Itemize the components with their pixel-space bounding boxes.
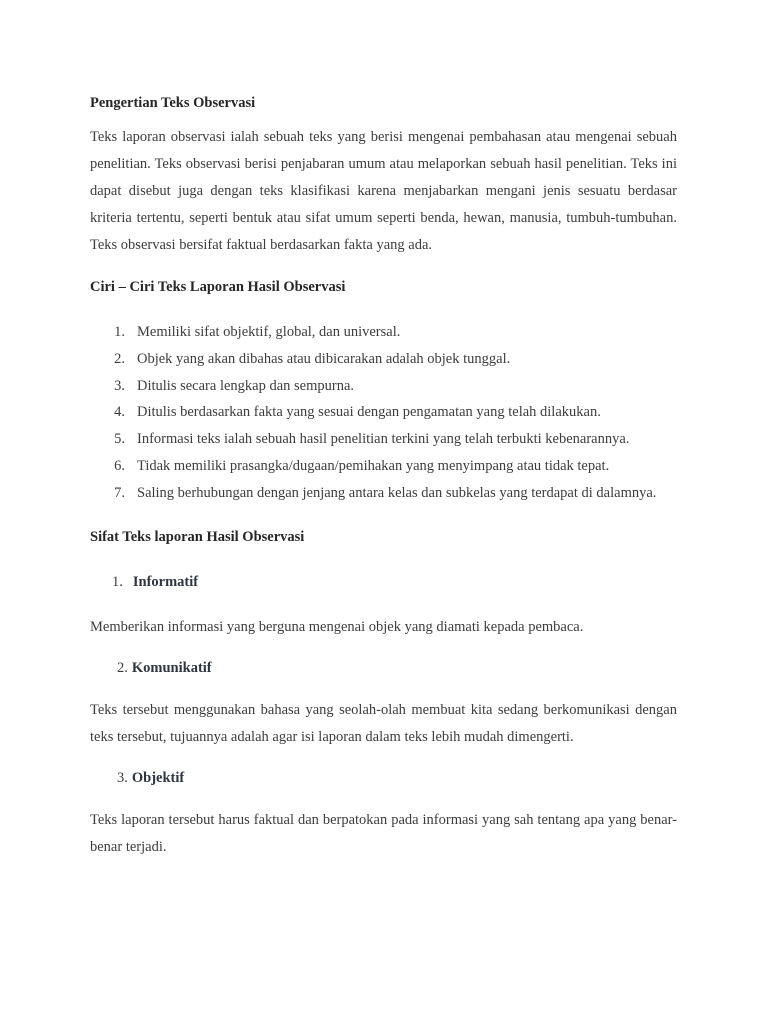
paragraph-komunikatif: Teks tersebut menggunakan bahasa yang seolah-olah membuat kita sedang berkomunikasi dengan teks tersebut, tujuannya adalah agar isi laporan dalam teks lebih mudah dimengerti. (90, 702, 677, 745)
list-item-text: Ditulis secara lengkap dan sempurna. (137, 377, 355, 394)
list-item (90, 426, 678, 453)
paragraph-informatif: Memberikan informasi yang berguna mengenai objek yang diamati kepada pembaca. (90, 619, 584, 635)
list-item-text: Tidak memiliki prasangka/dugaan/pemihakan yang menyimpang atau tidak tepat. (137, 457, 610, 474)
list-item-number: 7. (114, 484, 125, 501)
list-item-text: Ditulis berdasarkan fakta yang sesuai dengan pengamatan yang telah dilakukan. (137, 404, 601, 421)
sifat-item-title: Informatif (132, 574, 199, 590)
sifat-item-number: 2. (117, 660, 128, 676)
paragraph-objektif: Teks laporan tersebut harus faktual dan berpatokan pada informasi yang sah tentang apa yang benar-benar terjadi. (90, 812, 677, 855)
sifat-item-heading (112, 574, 198, 591)
list-item-number: 4. (114, 404, 125, 421)
paragraph-pengertian: Teks laporan observasi ialah sebuah teks yang berisi mengenai pembahasan atau mengenai sebuah penelitian. Teks observasi berisi penjabaran umum atau melaporkan sebuah hasil penelitian. Teks ini dapat disebut juga dengan teks klasifikasi karena menjabarkan mengani jenis sesuatu berdasar kriteria tertentu, seperti bentuk atau sifat umum seperti benda, hewan, manusia, tumbuh-tumbuhan. Teks observasi bersifat faktual berdasarkan fakta yang ada. (90, 129, 677, 253)
list-item-text: Saling berhubungan dengan jenjang antara kelas dan subkelas yang terdapat di dalamnya. (137, 484, 657, 501)
list-item-number: 2. (114, 350, 125, 367)
ciri-list (90, 319, 678, 507)
document-page (90, 0, 678, 1024)
list-item-text: Objek yang akan dibahas atau dibicarakan adalah objek tunggal. (137, 350, 511, 367)
sifat-item-title: Objektif (131, 770, 185, 786)
sifat-item-number: 3. (117, 770, 128, 786)
list-item (90, 480, 678, 507)
list-item (90, 399, 678, 426)
list-item-number: 1. (114, 324, 125, 340)
list-item-text: Memiliki sifat objektif, global, dan universal. (137, 324, 401, 340)
sifat-item-number: 1. (112, 574, 123, 590)
list-item (90, 373, 678, 400)
list-item-number: 6. (114, 457, 125, 474)
section-title-pengertian: Pengertian Teks Observasi (90, 95, 256, 111)
sifat-item-heading (117, 660, 212, 677)
section-title-ciri: Ciri – Ciri Teks Laporan Hasil Observasi (90, 279, 346, 295)
section-title-sifat: Sifat Teks laporan Hasil Observasi (90, 529, 305, 545)
list-item-number: 5. (114, 431, 125, 448)
list-item-text: Informasi teks ialah sebuah hasil penelitian terkini yang telah terbukti kebenarannya. (137, 431, 630, 448)
sifat-item-title: Komunikatif (131, 660, 212, 676)
list-item (90, 319, 678, 346)
list-item (90, 453, 678, 480)
list-item-number: 3. (114, 377, 125, 394)
list-item (90, 346, 678, 373)
sifat-item-heading (117, 770, 184, 787)
